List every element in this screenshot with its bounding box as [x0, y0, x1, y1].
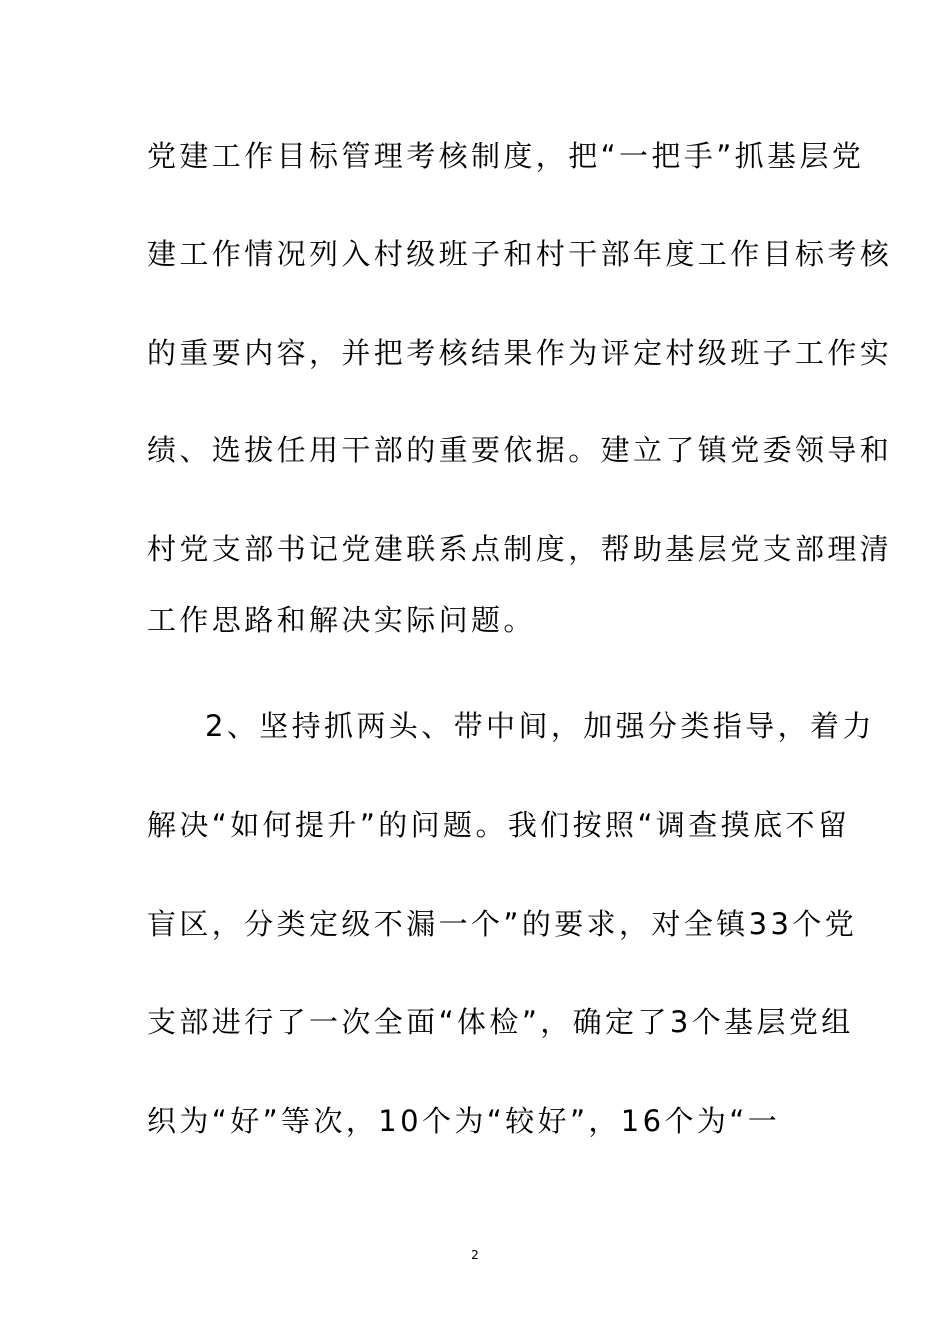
paragraph-line: 工作思路和解决实际问题。: [147, 603, 536, 637]
paragraph-line: 织为“好”等次，10个为“较好”，16个为“一: [147, 1104, 781, 1138]
page-number: 2: [471, 1248, 479, 1262]
paragraph-line: 建工作情况列入村级班子和村干部年度工作目标考核: [147, 237, 893, 271]
paragraph-line: 绩、选拔任用干部的重要依据。建立了镇党委领导和: [147, 433, 893, 467]
paragraph-line: 2、坚持抓两头、带中间，加强分类指导，着力: [205, 709, 875, 743]
paragraph-line: 的重要内容，并把考核结果作为评定村级班子工作实: [147, 336, 893, 370]
paragraph-line: 村党支部书记党建联系点制度，帮助基层党支部理清: [147, 532, 893, 566]
paragraph-line: 盲区，分类定级不漏一个”的要求，对全镇33个党: [147, 907, 858, 941]
paragraph-line: 党建工作目标管理考核制度，把“一把手”抓基层党: [147, 139, 865, 173]
paragraph-line: 支部进行了一次全面“体检”，确定了3个基层党组: [147, 1005, 854, 1039]
paragraph-line: 解决“如何提升”的问题。我们按照“调查摸底不留: [147, 808, 851, 842]
